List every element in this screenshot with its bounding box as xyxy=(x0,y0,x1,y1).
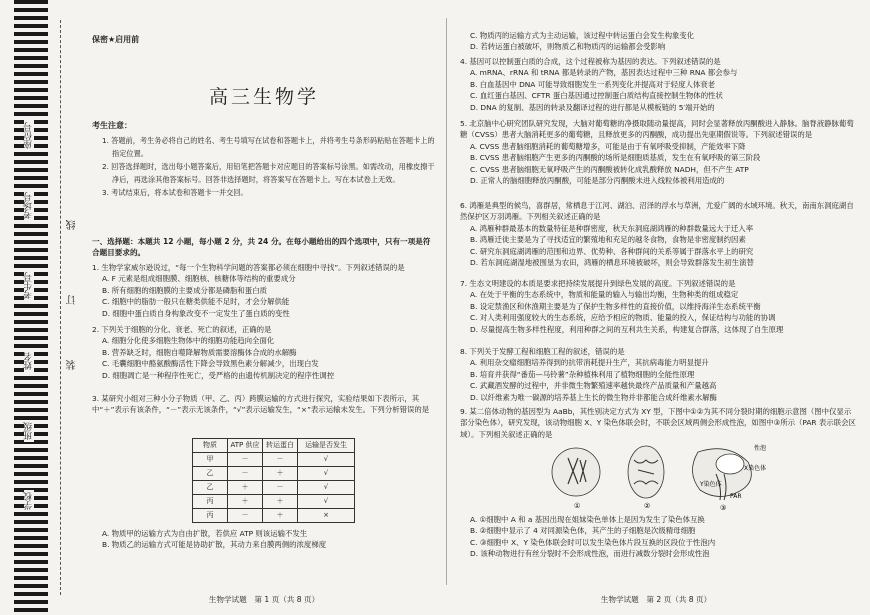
table-cell: 甲 xyxy=(193,453,228,467)
figure-label-1: ① xyxy=(574,502,581,510)
question-stem: 7. 生态文明建设的本质是要求把持续发展提升到绿色发展的高度。下列叙述错误的是 xyxy=(460,279,736,288)
table-cell: √ xyxy=(298,453,355,467)
option-b: B. CVSS 患者脑细胞产生更多的丙酮酸的场所是细胞质基质，发生在有氧呼吸的第三阶段 xyxy=(470,153,761,163)
option-a: A. CVSS 患者脑细胞消耗的葡萄糖增多，可能是由于有氧呼吸受抑制，产能效率下降 xyxy=(470,141,746,151)
option-c: C. 对人类利用强度较大的生态系统，应给予相应的物质、能量的投入，保证结构与功能的协调 xyxy=(470,313,776,323)
question-stem: 2. 下列关于细胞的分化、衰老、死亡的叙述，正确的是 xyxy=(92,325,272,334)
option-d: D. 若转运蛋白被破坏，则物质乙和物质丙的运输都会受影响 xyxy=(470,42,666,52)
table-row xyxy=(193,509,355,523)
table-cell: － xyxy=(228,467,263,481)
option-c: C. ③细胞中 X、Y 染色体联会时可以发生染色体片段互换的区段位于性泡内 xyxy=(470,537,716,547)
question-3-cont xyxy=(460,30,858,53)
question-9 xyxy=(460,406,858,440)
section-heading: 一、选择题：本题共 12 小题，每小题 2 分，共 24 分。在每小题给出的四个选项中，只有一项是符合题目要求的。 xyxy=(92,237,431,257)
notice-item: 1. 答题前，考生务必将自己的姓名、考生号填写在试卷和答题卡上，并将考生号条形码粘贴在答题卡上的指定位置。 xyxy=(102,136,435,158)
table-cell: － xyxy=(263,453,298,467)
cut-line xyxy=(60,20,61,595)
option-b: B. 培育并获得“番茄—马铃薯”杂种植株利用了植物细胞的全能性原理 xyxy=(470,369,695,379)
option-c: C. 血红蛋白基因、CFTR 蛋白基因通过控制蛋白质结构直接控制生物体的性状 xyxy=(470,91,723,101)
figure-note-vesicle: 性泡 xyxy=(754,445,767,452)
cut-word-bind: 订 xyxy=(67,295,78,305)
table-header: 物质 xyxy=(193,439,228,453)
question-2 xyxy=(92,324,438,381)
barcode-strip xyxy=(14,0,48,615)
option-a: A. 细胞分化使多细胞生物体中的细胞功能趋向全面化 xyxy=(102,336,275,346)
option-b: B. 营养缺乏时，细胞自噬降解物质需要溶酶体合成的水解酶 xyxy=(102,347,297,357)
notice-heading: 考生注意： xyxy=(92,121,132,130)
table-cell: － xyxy=(263,481,298,495)
candidate-number-label: 考生号 xyxy=(24,272,34,299)
option-c: C. 毛囊细胞中酪氨酸酶活性下降会导致黑色素分解减少，出现白发 xyxy=(102,359,319,369)
table-row xyxy=(193,495,355,509)
question-7 xyxy=(460,278,858,335)
sex-vesicle-icon xyxy=(716,454,744,474)
option-b: B. 鸿雁迁徙主要是为了寻找适宜的繁殖地和充足的越冬食物，食物是非密度制约因素 xyxy=(470,235,746,245)
question-stem: 3. 某研究小组对三种小分子物质（甲、乙、丙）跨膜运输的方式进行探究，实验结果如下表所示，其中“＋”表示有该条件，“－”表示无该条件，“√”表示运输发生，“×”表示运输未发生。下列分析错误的是 xyxy=(92,394,430,415)
option-d: D. 若东洞庭湖湿地被围垦为农田，鸿雁的栖息环境被破坏，则会导致群落发生初生演替 xyxy=(470,258,754,268)
question-stem: 9. 某二倍体动物的基因型为 AaBb，其性别决定方式为 XY 型，下图中①②为其不同分裂时期的细胞示意图（图中仅显示部分染色体），研究发现，该动物细胞 X、Y 染色体联会时，不联会区域两侧会形成性泡，如图中③所示（PAR 表示联会区域）。下列相关叙述正确的是 xyxy=(460,407,856,439)
page-footer: 生物学试题 第 2 页（共 8 页） xyxy=(600,594,712,604)
table-row xyxy=(193,453,355,467)
page-2 xyxy=(456,0,856,615)
page-footer: 生物学试题 第 1 页（共 8 页） xyxy=(208,594,320,604)
table-row xyxy=(193,467,355,481)
option-c: C. 研究东洞庭湖鸿雁的范围和边界、优势种、各种群间的关系等属于群落水平上的研究 xyxy=(470,246,754,256)
table-row xyxy=(193,481,355,495)
option-a: A. 鸿雁种群最基本的数量特征是种群密度，秋天东洞庭湖鸿雁的种群数量远大于迁入率 xyxy=(470,223,754,233)
table-header: 转运蛋白 xyxy=(263,439,298,453)
figure-note-y: Y染色体 xyxy=(700,481,722,488)
cut-word-install: 装 xyxy=(67,360,78,370)
transport-table xyxy=(192,438,355,523)
table-cell: 乙 xyxy=(193,467,228,481)
option-a: A. 在处于平衡的生态系统中，物质和能量的输入与输出均衡，生物种类的组成稳定 xyxy=(470,290,739,300)
question-3 xyxy=(92,393,438,416)
option-c: C. 细胞中的脂肪一般只在糖类供能不足时，才会分解供能 xyxy=(102,297,290,307)
question-5 xyxy=(460,118,858,186)
notice-item: 2. 回答选择题时，选出每小题答案后，用铅笔把答题卡对应题目的答案标号涂黑。如需改动，用橡皮擦干净后，再选涂其他答案标号。回答非选择题时，将答案写在答题卡上。写在本试卷上无效。 xyxy=(102,162,435,184)
figure-note-x: X染色体 xyxy=(744,465,767,472)
table-cell: ＋ xyxy=(228,481,263,495)
question-8 xyxy=(460,346,858,403)
table-cell: √ xyxy=(298,481,355,495)
figure-label-2: ② xyxy=(644,502,651,510)
page-divider xyxy=(446,18,447,585)
secret-label: 保密★启用前 xyxy=(92,35,140,44)
cell-figure xyxy=(548,440,788,512)
exam-room-label: 考场号 xyxy=(24,192,34,219)
table-cell: － xyxy=(228,509,263,523)
figure-note-par: PAR xyxy=(730,493,742,500)
cut-word-line: 线 xyxy=(67,220,78,230)
table-cell: 乙 xyxy=(193,481,228,495)
table-cell: 丙 xyxy=(193,495,228,509)
option-d: D. 细胞凋亡是一种程序性死亡，受严格的由遗传机制决定的程序性调控 xyxy=(102,370,335,380)
notice-list xyxy=(92,134,436,199)
option-d: D. 尽量提高生物多样性程度，利用种群之间的互利共生关系，构建复合群落，这体现了自生原理 xyxy=(470,324,784,334)
name-label: 姓名 xyxy=(24,352,34,370)
option-b: B. 所有细胞的细胞膜的主要成分都是磷脂和蛋白质 xyxy=(102,285,267,295)
table-cell: ＋ xyxy=(228,495,263,509)
option-a: A. F 元素是组成细胞膜、细胞核、核糖体等结构的重要成分 xyxy=(102,274,296,284)
option-c: C. 物质丙的运输方式为主动运输，该过程中转运蛋白会发生构象变化 xyxy=(470,31,695,40)
table-header-row xyxy=(193,439,355,453)
table-cell: √ xyxy=(298,467,355,481)
class-label: 班级 xyxy=(24,422,34,440)
question-stem: 4. 基因可以控制蛋白质的合成，这个过程被称为基因的表达。下列叙述错误的是 xyxy=(460,57,721,66)
question-stem: 8. 下列关于发酵工程和细胞工程的叙述，错误的是 xyxy=(460,347,625,356)
option-b: B. 白血基因中 DNA 可能导致细胞发生一系列变化并提高对于轻度人体衰老 xyxy=(470,79,716,89)
table-cell: × xyxy=(298,509,355,523)
table-cell: ＋ xyxy=(263,495,298,509)
option-a: A. 物质甲的运输方式为自由扩散，若供应 ATP 则该运输不发生 xyxy=(102,529,308,538)
option-b: B. 物质乙的运输方式可能是协助扩散，其动力来自膜两侧的浓度梯度 xyxy=(102,540,327,550)
option-b: B. ②细胞中显示了 4 对同源染色体，其产生的子细胞是次级精母细胞 xyxy=(470,526,696,536)
question-1 xyxy=(92,262,438,319)
question-stem: 6. 鸿雁是典型的候鸟，喜群居，常栖息于江河、湖泊、沼泽的浮水与草洲，尤爱广阔的水域环境。秋天，南南东洞庭湖自然保护区万羽鸿雁。下列相关叙述正确的是 xyxy=(460,201,854,222)
table-cell: √ xyxy=(298,495,355,509)
table-cell: ＋ xyxy=(263,509,298,523)
table-cell: 丙 xyxy=(193,509,228,523)
option-b: B. 设定禁渔区和休渔期主要是为了保护生物多样性的直接价值，以维持海洋生态系统平衡 xyxy=(470,301,761,311)
option-d: D. 正常人的脑细胞释放丙酮酸，可能是部分丙酮酸未进入线粒体被利用造成的 xyxy=(470,176,725,186)
notice-item: 3. 考试结束后，将本试卷和答题卡一并交回。 xyxy=(102,188,248,197)
table-header: ATP 供应 xyxy=(228,439,263,453)
question-stem: 5. 北京脑中心研究团队研究发现，大脑对葡萄糖的净摄取随动量提高，同时会显著释放丙酮酸进入静脉。脑脊液静脉葡萄糖（CVSS）患者大脑消耗更多的葡萄糖，且释放更多的丙酮酸，成功提出先驱期假说等。下列叙述错误的是 xyxy=(460,119,854,140)
question-6 xyxy=(460,200,858,268)
option-d: D. DNA 的复制、基因的转录及翻译过程的进行都是从模板链的 5′端开始的 xyxy=(470,102,715,112)
seat-number-label: 座位号 xyxy=(24,122,34,149)
table-cell: － xyxy=(228,453,263,467)
table-header: 运输是否发生 xyxy=(298,439,355,453)
option-d: D. 以纤维素为唯一碳源的培养基上生长的微生物并非都能合成纤维素水解酶 xyxy=(470,392,717,402)
page-title: 高三生物学 xyxy=(208,86,319,108)
option-a: A. mRNA、rRNA 和 tRNA 都是转录的产物，基因表达过程中三种 RNA 都会参与 xyxy=(470,68,738,78)
option-d: D. 细胞中蛋白质自身构象改变不一定发生了蛋白质的变性 xyxy=(102,308,290,318)
cell-1-icon xyxy=(552,448,600,496)
page-1 xyxy=(88,0,440,615)
option-a: A. 利用杂交瘤细胞培养得到的抗带消耗提升生产，其抗病毒能力明显提升 xyxy=(470,358,709,368)
option-c: C. 武藏酒发酵的过程中，并非微生物繁殖速率越快最终产品质量和产量越高 xyxy=(470,381,717,391)
binding-margin xyxy=(0,0,80,615)
option-d: D. 该种动物进行有丝分裂时不会形成性泡，而进行减数分裂时会形成性泡 xyxy=(470,549,710,559)
figure-label-3: ③ xyxy=(720,504,727,512)
option-a: A. ①细胞中 A 和 a 基因出现在姐妹染色单体上是因为发生了染色体互换 xyxy=(470,515,705,524)
question-3-options xyxy=(92,528,438,551)
school-label: 学校 xyxy=(24,492,34,510)
table-cell: ＋ xyxy=(263,467,298,481)
question-stem: 1. 生物学家威尔逊说过，“每一个生物科学问题的答案都必须在细胞中寻找”。下列叙述错误的是 xyxy=(92,263,405,272)
question-4 xyxy=(460,56,858,113)
question-9-options xyxy=(460,514,858,560)
option-c: C. CVSS 患者脑细胞无氧呼吸产生的丙酮酸被转化成乳酸释放 NADH，但不产生 ATP xyxy=(470,164,749,174)
